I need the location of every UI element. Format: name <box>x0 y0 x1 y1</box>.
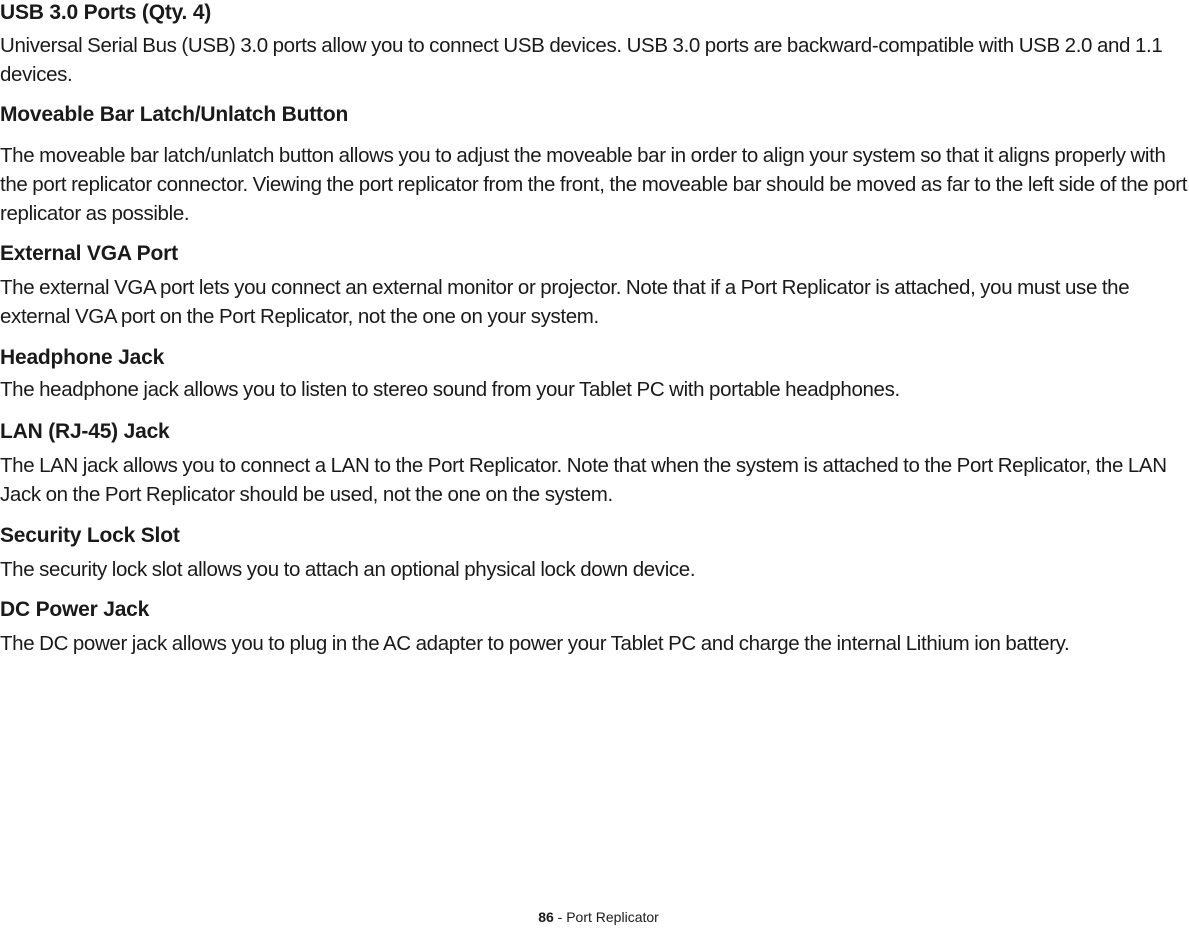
section-body: The LAN jack allows you to connect a LAN to the Port Replicator. Note that when the system is attached to the Port Replicator, the LAN Jack on the Port Replicator should be used, not the one on the system. <box>0 454 1167 506</box>
section-title: DC Power Jack <box>0 598 150 621</box>
section-body: The external VGA port lets you connect an external monitor or projector. Note that if a Port Replicator is attached, you must use the external VGA port on the Port Replicator, not the one on your system. <box>0 276 1130 328</box>
section-title: Moveable Bar Latch/Unlatch Button <box>0 103 349 126</box>
section-title: External VGA Port <box>0 242 178 265</box>
section-title: USB 3.0 Ports (Qty. 4) <box>0 1 212 24</box>
section-body: Universal Serial Bus (USB) 3.0 ports allow you to connect USB devices. USB 3.0 ports are backward-compatible with USB 2.0 and 1.1 devices. <box>0 34 1163 86</box>
page-number: 86 <box>538 909 554 925</box>
section-body: The moveable bar latch/unlatch button allows you to adjust the moveable bar in order to align your system so that it aligns properly with the port replicator connector. Viewing the port replicator from the front, the moveable bar should be moved as far to the left side of the port replicator as possible. <box>0 144 1188 225</box>
section-title: Security Lock Slot <box>0 524 180 547</box>
section-body: The DC power jack allows you to plug in the AC adapter to power your Tablet PC and charge the internal Lithium ion battery. <box>0 632 1070 655</box>
chapter-name: Port Replicator <box>566 909 659 925</box>
section-body: The headphone jack allows you to listen to stereo sound from your Tablet PC with portable headphones. <box>0 378 900 401</box>
section-title: Headphone Jack <box>0 346 165 369</box>
section-title: LAN (RJ-45) Jack <box>0 420 170 443</box>
footer-separator: - <box>553 909 567 925</box>
section-body: The security lock slot allows you to attach an optional physical lock down device. <box>0 558 696 581</box>
page-footer <box>0 907 1189 927</box>
